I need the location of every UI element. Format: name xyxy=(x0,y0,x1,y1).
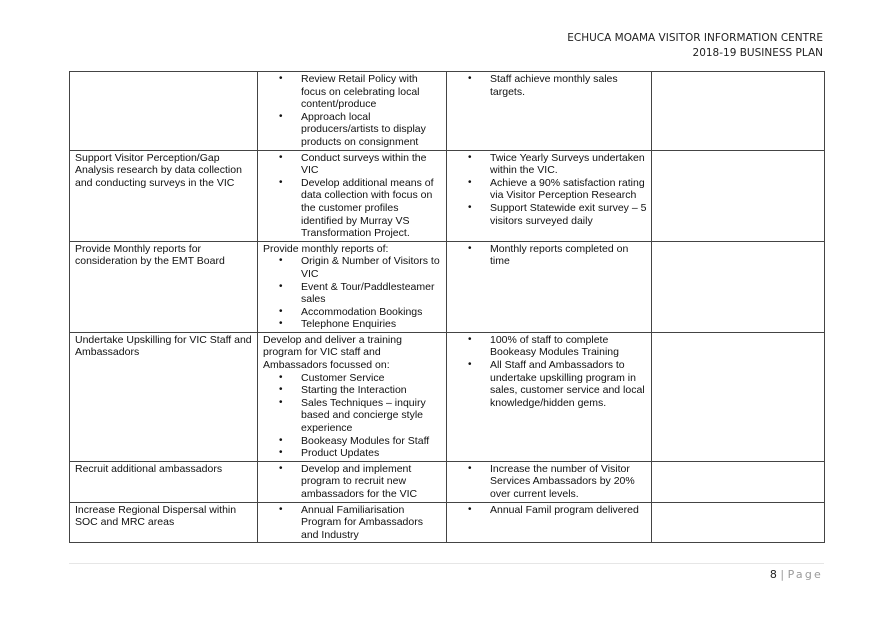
list-item: • Sales Techniques – inquiry based and concierge style experience xyxy=(301,397,442,435)
list-item: • Conduct surveys within the VIC xyxy=(301,152,442,177)
tasks-list xyxy=(263,372,442,460)
list-item: • Event & Tour/Paddlesteamer sales xyxy=(301,281,442,306)
list-item: • Review Retail Policy with focus on celebrating local content/produce xyxy=(301,73,442,111)
measures-cell xyxy=(447,241,652,332)
list-item: • Product Updates xyxy=(301,447,442,460)
page-number: 8 xyxy=(769,568,777,581)
notes-cell xyxy=(652,72,825,151)
tasks-list xyxy=(263,504,442,542)
measures-cell xyxy=(447,150,652,241)
action-cell: Recruit additional ambassadors xyxy=(70,461,258,502)
measures-list xyxy=(452,463,647,501)
action-cell: Increase Regional Dispersal within SOC and MRC areas xyxy=(70,502,258,543)
measures-cell xyxy=(447,332,652,461)
header-plan-title: 2018-19 BUSINESS PLAN xyxy=(692,47,823,59)
measures-list xyxy=(452,504,647,517)
tasks-cell xyxy=(258,72,447,151)
tasks-list xyxy=(263,255,442,331)
list-item: • Staff achieve monthly sales targets. xyxy=(490,73,647,98)
tasks-list xyxy=(263,73,442,149)
list-item: • All Staff and Ambassadors to undertake upskilling program in sales, customer service and local knowledge/hidden gems. xyxy=(490,359,647,409)
measures-cell xyxy=(447,461,652,502)
notes-cell xyxy=(652,150,825,241)
table-row xyxy=(70,461,825,502)
measures-cell xyxy=(447,502,652,543)
measures-list xyxy=(452,334,647,410)
list-item: • Annual Familiarisation Program for Ambassadors and Industry xyxy=(301,504,442,542)
page-label: Page xyxy=(787,568,823,581)
list-item: • Bookeasy Modules for Staff xyxy=(301,435,442,448)
tasks-cell xyxy=(258,502,447,543)
tasks-intro: Develop and deliver a training program for VIC staff and Ambassadors focussed on: xyxy=(263,333,402,372)
business-plan-table xyxy=(69,71,825,543)
table-row xyxy=(70,241,825,332)
tasks-list xyxy=(263,463,442,501)
list-item: • Support Statewide exit survey – 5 visitors surveyed daily xyxy=(490,202,647,227)
tasks-list xyxy=(263,152,442,240)
list-item: • Approach local producers/artists to display products on consignment xyxy=(301,111,442,149)
list-item: • Monthly reports completed on time xyxy=(490,243,647,268)
table-row xyxy=(70,332,825,461)
tasks-cell xyxy=(258,332,447,461)
list-item: • Increase the number of Visitor Services Ambassadors by 20% over current levels. xyxy=(490,463,647,501)
tasks-cell xyxy=(258,461,447,502)
table-row xyxy=(70,72,825,151)
notes-cell xyxy=(652,461,825,502)
list-item: • Accommodation Bookings xyxy=(301,306,442,319)
notes-cell xyxy=(652,332,825,461)
tasks-cell xyxy=(258,241,447,332)
list-item: • Telephone Enquiries xyxy=(301,318,442,331)
list-item: • Develop and implement program to recruit new ambassadors for the VIC xyxy=(301,463,442,501)
header-organisation: ECHUCA MOAMA VISITOR INFORMATION CENTRE xyxy=(567,32,823,44)
page-number-footer xyxy=(770,568,823,581)
list-item: • Starting the Interaction xyxy=(301,384,442,397)
action-cell xyxy=(70,72,258,151)
tasks-cell xyxy=(258,150,447,241)
notes-cell xyxy=(652,502,825,543)
measures-list xyxy=(452,243,647,268)
list-item: • 100% of staff to complete Bookeasy Modules Training xyxy=(490,334,647,359)
list-item: • Achieve a 90% satisfaction rating via Visitor Perception Research xyxy=(490,177,647,202)
list-item: • Develop additional means of data collection with focus on the customer profiles identified by Murray VS Transformation Project. xyxy=(301,177,442,240)
table-row xyxy=(70,150,825,241)
list-item: • Customer Service xyxy=(301,372,442,385)
page-separator: | xyxy=(780,568,785,581)
action-cell: Undertake Upskilling for VIC Staff and Ambassadors xyxy=(70,332,258,461)
measures-cell xyxy=(447,72,652,151)
measures-list xyxy=(452,152,647,228)
footer-divider xyxy=(69,563,824,564)
table-row xyxy=(70,502,825,543)
action-cell: Provide Monthly reports for consideration by the EMT Board xyxy=(70,241,258,332)
document-header xyxy=(567,31,823,61)
action-cell: Support Visitor Perception/Gap Analysis research by data collection and conducting surveys in the VIC xyxy=(70,150,258,241)
tasks-intro: Provide monthly reports of: xyxy=(263,242,389,255)
measures-list xyxy=(452,73,647,98)
table-body xyxy=(70,72,825,543)
list-item: • Annual Famil program delivered xyxy=(490,504,647,517)
notes-cell xyxy=(652,241,825,332)
list-item: • Twice Yearly Surveys undertaken within the VIC. xyxy=(490,152,647,177)
list-item: • Origin & Number of Visitors to VIC xyxy=(301,255,442,280)
